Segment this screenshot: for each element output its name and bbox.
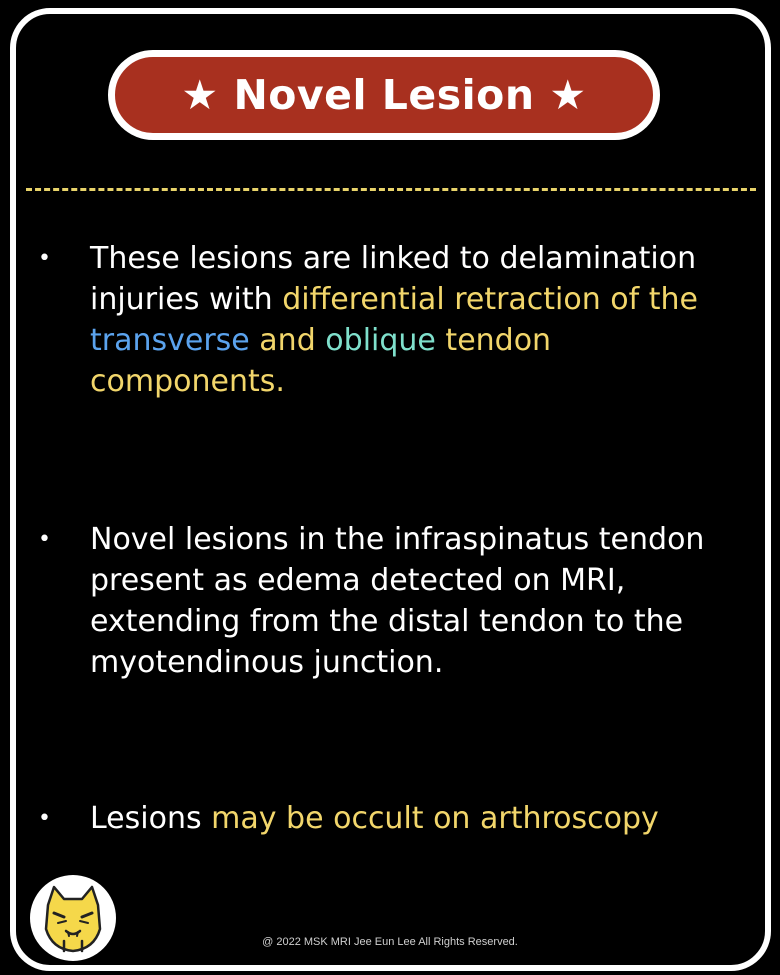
highlight-oblique: oblique: [325, 323, 436, 358]
highlight-occult: may be occult on arthroscopy: [211, 801, 659, 836]
bullet-text: Novel lesions in the infraspinatus tendon present as edema detected on MRI, extending from the distal tendon to the myotendinous junction.: [90, 522, 705, 680]
bullet-dot-icon: •: [38, 806, 51, 831]
bullet-item-infraspinatus: [30, 519, 750, 683]
star-icon-right: ★: [549, 71, 587, 119]
highlight-and: and: [249, 323, 316, 358]
highlight-transverse: transverse: [90, 323, 250, 358]
cat-mascot-drawing: [30, 875, 116, 961]
bullet-list-1: [30, 238, 750, 402]
dashed-divider: [26, 188, 756, 191]
bullet-text: These lesions are linked to delamination injuries with: [90, 241, 697, 317]
highlight-differential-retraction: differential retraction of the: [282, 282, 698, 317]
bullet-text: Lesions: [90, 801, 212, 836]
bullet-list-2: [30, 519, 750, 683]
cat-mascot-icon: [30, 875, 116, 961]
highlight-tendon-components: tendon components.: [90, 323, 552, 399]
bullet-item-arthroscopy: [30, 798, 750, 839]
bullet-list-3: [30, 798, 750, 839]
copyright-footer: @ 2022 MSK MRI Jee Eun Lee All Rights Reserved.: [262, 936, 518, 948]
bullet-item-delamination: [30, 238, 750, 402]
title-banner: [108, 50, 660, 140]
star-icon-left: ★: [181, 71, 219, 119]
bullet-dot-icon: •: [38, 527, 51, 552]
bullet-dot-icon: •: [38, 246, 51, 271]
page-title: Novel Lesion: [233, 71, 535, 119]
